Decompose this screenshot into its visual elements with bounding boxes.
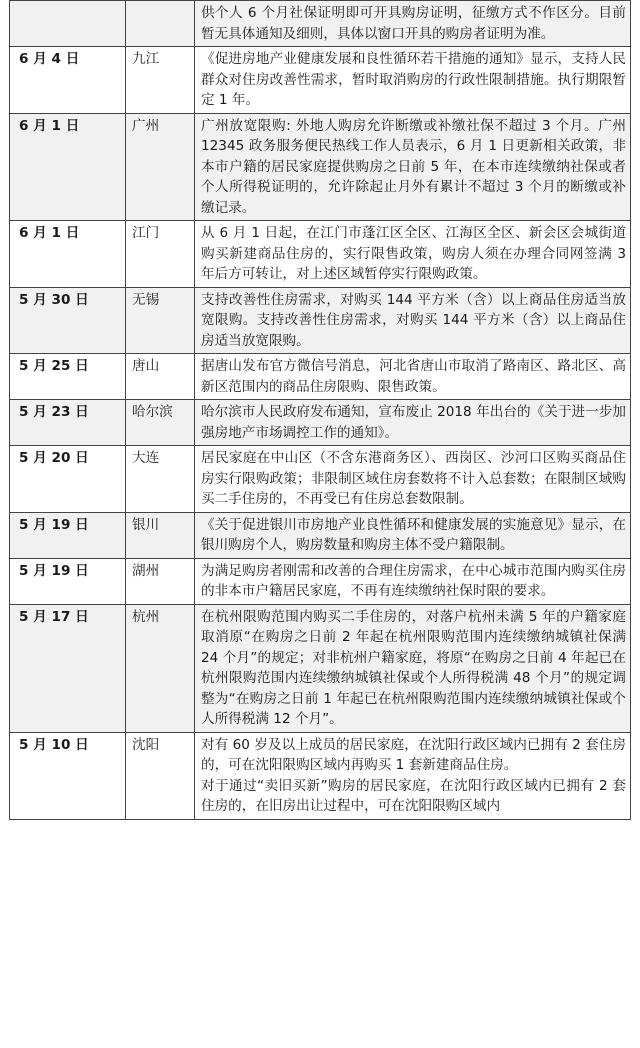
policy-paragraph: 在杭州限购范围内购买二手住房的，对落户杭州未满 5 年的户籍家庭取消原“在购房之日前 2 年起在杭州限购范围内连续缴纳城镇社保满 24 个月”的规定；对非杭州户籍家庭，将原“在购房之日前 4 年起已在杭州限购范围内连续缴纳城镇社保或个人所得税满 48 个月”的规定调整为“在购房之日前 1 年起已在杭州限购范围内连续缴纳城镇社保或个人所得税满 12 个月”。 [201,608,626,727]
date-cell: 6 月 1 日 [10,221,126,288]
policy-description-cell [195,354,631,400]
policy-description-cell [195,400,631,446]
city-cell: 大连 [126,446,195,513]
date-cell: 5 月 23 日 [10,400,126,446]
table-row [10,446,631,513]
city-cell: 无锡 [126,287,195,354]
city-cell: 唐山 [126,354,195,400]
city-cell: 江门 [126,221,195,288]
date-cell: 5 月 19 日 [10,558,126,604]
policy-paragraph: 为满足购房者刚需和改善的合理住房需求，在中心城市范围内购买住房的非本市户籍居民家庭，不再有连续缴纳社保时限的要求。 [201,562,626,599]
policy-paragraph: 对于通过“卖旧买新”购房的居民家庭，在沈阳行政区域内已拥有 2 套住房的，在旧房出让过程中，可在沈阳限购区域内 [201,777,626,814]
date-cell: 5 月 25 日 [10,354,126,400]
date-cell: 5 月 10 日 [10,732,126,819]
table-row [10,354,631,400]
table-row [10,47,631,114]
policy-description-cell [195,1,631,47]
policy-paragraph: 《促进房地产业健康发展和良性循环若干措施的通知》显示，支持人民群众对住房改善性需求，暂时取消购房的行政性限制措施。执行期限暂定 1 年。 [201,51,626,108]
policy-table [9,0,631,820]
policy-description-cell [195,287,631,354]
policy-paragraph: 广州放宽限购: 外地人购房允许断缴或补缴社保不超过 3 个月。广州 12345 政务服务便民热线工作人员表示，6 月 1 日更新相关政策，非本市户籍的居民家庭提供购房之日前 5 年，在本市连续缴纳社保或者个人所得税证明的，允许除起止月外有累计不超过 3 个月的断缴或补缴记录。 [201,117,626,216]
table-row [10,604,631,732]
policy-description-cell [195,512,631,558]
city-cell: 哈尔滨 [126,400,195,446]
table-row [10,113,631,221]
table-row [10,1,631,47]
date-cell: 6 月 4 日 [10,47,126,114]
policy-description-cell [195,604,631,732]
policy-paragraph: 供个人 6 个月社保证明即可开具购房证明，征缴方式不作区分。目前暂无具体通知及细则，具体以窗口开具的购房者证明为准。 [201,5,626,42]
date-cell: 6 月 1 日 [10,113,126,221]
date-cell [10,1,126,47]
table-row [10,400,631,446]
policy-paragraph: 哈尔滨市人民政府发布通知，宣布废止 2018 年出台的《关于进一步加强房地产市场调控工作的通知》。 [201,404,626,441]
policy-paragraph: 从 6 月 1 日起，在江门市蓬江区全区、江海区全区、新会区会城街道购买新建商品住房的，实行限售政策，购房人须在办理合同网签满 3 年后方可转让，对上述区域暂停实行限购政策。 [201,225,626,282]
date-cell: 5 月 17 日 [10,604,126,732]
policy-description-cell [195,221,631,288]
table-row [10,558,631,604]
date-cell: 5 月 19 日 [10,512,126,558]
city-cell: 湖州 [126,558,195,604]
policy-paragraph: 据唐山发布官方微信号消息，河北省唐山市取消了路南区、路北区、高新区范围内的商品住房限购、限售政策。 [201,358,626,395]
city-cell: 银川 [126,512,195,558]
date-cell: 5 月 20 日 [10,446,126,513]
policy-description-cell [195,113,631,221]
table-row [10,221,631,288]
policy-paragraph: 支持改善性住房需求，对购买 144 平方米（含）以上商品住房适当放宽限购。支持改善性住房需求，对购买 144 平方米（含）以上商品住房适当放宽限购。 [201,291,626,349]
policy-description-cell [195,47,631,114]
policy-paragraph: 《关于促进银川市房地产业良性循环和健康发展的实施意见》显示，在银川购房个人，购房数量和购房主体不受户籍限制。 [201,516,626,553]
table-row [10,287,631,354]
policy-paragraph: 居民家庭在中山区（不含东港商务区）、西岗区、沙河口区购买商品住房实行限购政策；非限制区域住房套数将不计入总套数；在限制区域购买二手住房的，不再受已有住房总套数限制。 [201,450,626,507]
policy-description-cell [195,732,631,819]
table-row [10,512,631,558]
policy-table-body [10,1,631,820]
table-row [10,732,631,819]
policy-description-cell [195,558,631,604]
city-cell [126,1,195,47]
policy-description-cell [195,446,631,513]
city-cell: 广州 [126,113,195,221]
city-cell: 杭州 [126,604,195,732]
city-cell: 沈阳 [126,732,195,819]
date-cell: 5 月 30 日 [10,287,126,354]
policy-paragraph: 对有 60 岁及以上成员的居民家庭，在沈阳行政区域内已拥有 2 套住房的，可在沈阳限购区域内再购买 1 套新建商品住房。 [201,736,626,773]
city-cell: 九江 [126,47,195,114]
